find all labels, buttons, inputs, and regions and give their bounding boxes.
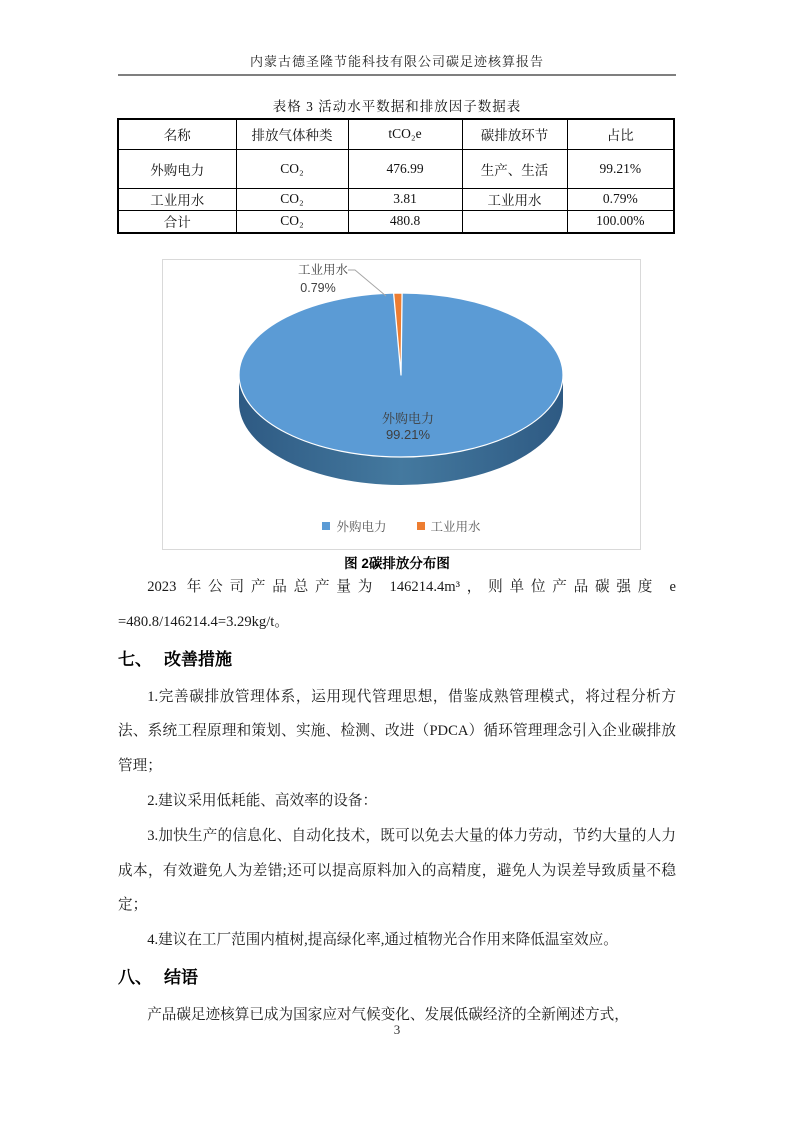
cell-name: 合计	[118, 210, 236, 233]
cell-stage: 工业用水	[462, 188, 567, 210]
figure-caption: 图 2碳排放分布图	[344, 556, 450, 571]
cell-share: 100.00%	[567, 210, 674, 233]
cell-stage	[462, 210, 567, 233]
legend-label: 外购电力	[336, 520, 387, 534]
major-slice-value: 99.21%	[385, 427, 431, 442]
legend-entry-electricity	[322, 517, 386, 535]
cell-share: 0.79%	[567, 188, 674, 210]
legend-entry-water	[417, 517, 481, 535]
section-number: 七、	[118, 649, 152, 669]
col-header-gas-type: 排放气体种类	[236, 119, 348, 149]
label-leader-line	[348, 270, 386, 296]
pie-chart-panel	[162, 259, 641, 550]
table-row	[118, 188, 674, 210]
cell-name: 外购电力	[118, 149, 236, 188]
legend-label: 工业用水	[430, 520, 481, 534]
emissions-table	[117, 118, 675, 234]
col-header-emission-stage: 碳排放环节	[462, 119, 567, 149]
cell-stage: 生产、生活	[462, 149, 567, 188]
col-header-name: 名称	[118, 119, 236, 149]
table-header-row	[118, 119, 674, 149]
minor-slice-label: 工业用水	[297, 263, 349, 277]
table-row	[118, 149, 674, 188]
major-slice-label: 外购电力	[381, 411, 435, 426]
legend-swatch-blue-icon	[322, 522, 330, 530]
cell-tco2e: 476.99	[348, 149, 462, 188]
col-header-tco2e: tCO₂e	[348, 119, 462, 149]
table-total-row	[118, 210, 674, 233]
cell-gas: CO₂	[236, 149, 348, 188]
intro-line-1: 2023 年公司产品总产量为 146214.4m³，则单位产品碳强度 e	[147, 579, 676, 595]
improvement-item-2: 2.建议采用低耗能、高效率的设备：	[147, 792, 378, 809]
header-divider	[118, 74, 676, 76]
intro-line-2: =480.8/146214.4=3.29kg/t。	[118, 613, 289, 630]
cell-tco2e: 3.81	[348, 188, 462, 210]
cell-gas: CO₂	[236, 188, 348, 210]
cell-name: 工业用水	[118, 188, 236, 210]
body-text	[118, 570, 676, 1033]
section-title: 改善措施	[164, 649, 232, 669]
cell-share: 99.21%	[567, 149, 674, 188]
pie-chart	[163, 260, 640, 549]
cell-gas: CO₂	[236, 210, 348, 233]
table-caption: 表格 3 活动水平数据和排放因子数据表	[272, 99, 522, 114]
page-header-title: 内蒙古德圣隆节能科技有限公司碳足迹核算报告	[249, 54, 544, 69]
improvement-item-4: 4.建议在工厂范围内植树,提高绿化率,通过植物光合作用来降低温室效应。	[147, 932, 618, 949]
cell-tco2e: 480.8	[348, 210, 462, 233]
section-title: 结语	[164, 967, 198, 987]
section-heading-conclusion	[118, 958, 676, 998]
section-heading-improvement	[118, 640, 676, 680]
improvement-item-1: 1.完善碳排放管理体系，运用现代管理思想，借鉴成熟管理模式，将过程分析方法、系统工程原理和策划、实施、检测、改进（PDCA）循环管理理念引入企业碳排放管理；	[118, 688, 676, 775]
section-number: 八、	[118, 967, 152, 987]
legend-swatch-orange-icon	[417, 522, 425, 530]
minor-slice-value: 0.79%	[300, 281, 336, 295]
conclusion-paragraph: 产品碳足迹核算已成为国家应对气候变化、发展低碳经济的全新阐述方式，	[147, 1006, 629, 1023]
chart-legend	[163, 517, 640, 535]
page-number: 3	[393, 1022, 401, 1037]
improvement-item-3: 3.加快生产的信息化、自动化技术，既可以免去大量的体力劳动，节约大量的人力成本，有效避免人为差错;还可以提高原料加入的高精度，避免人为误差导致质量不稳定；	[118, 827, 676, 914]
col-header-share: 占比	[567, 119, 674, 149]
